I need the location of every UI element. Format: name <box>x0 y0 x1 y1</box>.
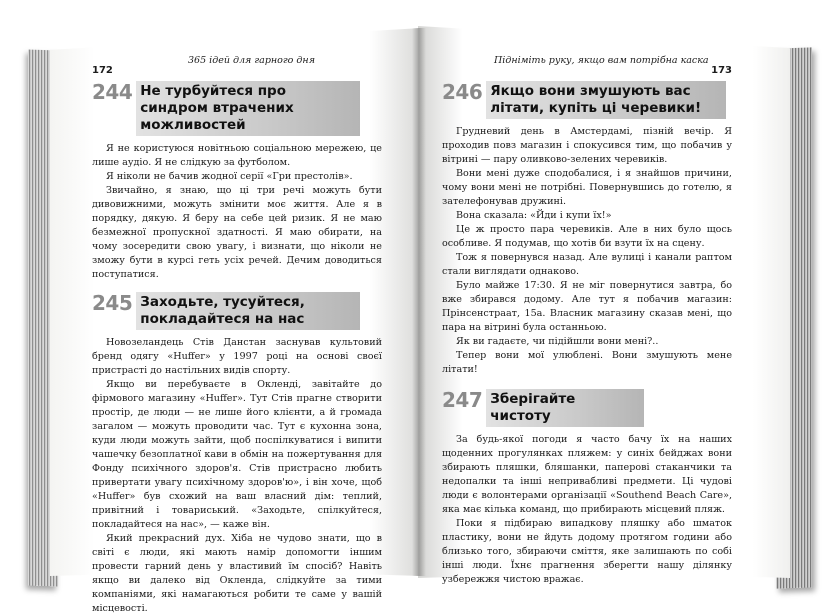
paragraph: Вони мені дуже сподобалися, і я знайшов причини, чому вони мені не потрібні. Повернувшись до готелю, я зателефонував дружині. <box>442 168 732 207</box>
section-title: Якщо вони змушують вас літати, купіть ці черевики! <box>486 81 726 119</box>
paragraph: Вона сказала: «Йди і купи їх!» <box>456 210 612 221</box>
section-number: 245 <box>92 291 133 315</box>
running-head: 365 ідей для гарного дня <box>188 55 315 66</box>
paragraph: Якщо ви перебуваєте в Окленді, завітайте до фірмового магазину «Huffer». Тут Стів прагне створити простір, де люди — не лише його клієнти, а й громада загалом — можуть проводити час. Тут є кухонна зона, куди люди можуть зайти, щоб поспілкуватися і випити чашечку безоплатної кави в обмін на пожертування для Фонду психічного здоров'я. Стів пристрасно любить привертати увагу психічному здоров'ю», і він хоче, щоб «Huffer» був схожий на ваш власний дім: теплий, привітний і товариський. «Заходьте, спілкуйтеся, покладайтеся на нас», — каже він. <box>92 379 382 530</box>
section-heading <box>92 81 382 136</box>
paragraph: Я не користуюся новітньою соціальною мережею, це лише аудіо. Я не слідкую за футболом. <box>92 143 382 168</box>
section-number: 247 <box>442 388 483 412</box>
paragraph: Було майже 17:30. Я не міг повернутися завтра, бо вже збирався додому. Але тут я побачив магазин: Прінсенстраат, 15а. Власник магазину сказав мені, що пара на вітрині була останньою. <box>442 280 732 333</box>
paragraph: Грудневий день в Амстердамі, пізній вечір. Я проходив повз магазин і спокусився тим, що побачив у вітрині — пару оливково-зелених черевиків. <box>442 126 732 165</box>
page-number: 172 <box>92 65 113 76</box>
left-page-content <box>92 55 382 616</box>
section-heading <box>442 389 732 427</box>
paragraph: Поки я підбираю випадкову пляшку або шматок пластику, вони не йдуть додому протягом години або близько того, збираючи сміття, яке залишають по собі інші люди. Їхнє прагнення зберегти нашу ділянку узбережжя чистою вражає. <box>442 518 732 585</box>
paragraph: Новозеландець Стів Данстан заснував культовий бренд одягу «Huffer» у 1997 році на основі своєї пристрасті до настільних видів спорту. <box>92 337 382 376</box>
paragraph: За будь-якої погоди я часто бачу їх на наших щоденних прогулянках пляжем: у синіх бейджах вони збирають пляшки, бляшанки, паперові стаканчики та недопалки та інші непривабливі предмети. Ці чудові люди є волонтерами організації «Southend Beach Care», яка має кілька команд, що прибирають місцевий пляж. <box>442 434 732 515</box>
paragraph: Я ніколи не бачив жодної серії «Гри престолів». <box>106 171 353 182</box>
section-title: Не турбуйтеся про синдром втрачених можливостей <box>136 81 360 136</box>
paragraph: Тепер вони мої улюблені. Вони змушують мене літати! <box>442 350 732 375</box>
right-page-content <box>442 55 732 587</box>
paragraph: Який прекрасний дух. Хіба не чудово знати, що в світі є люди, які мають намір допомогти іншим провести гарний день у властивий їм спосіб? Навіть якщо ви далеко від Окленда, слідкуйте за тими компаніями, які намагаються робити те саме у вашій місцевості. <box>92 533 382 614</box>
paragraph: Як ви гадаєте, чи підійшли вони мені?.. <box>456 336 659 347</box>
left-page-header <box>92 55 382 76</box>
right-page-header <box>442 55 732 76</box>
paragraph: Тож я повернувся назад. Але вулиці і канали раптом стали виглядати однаково. <box>442 252 732 277</box>
running-head: Підніміть руку, якщо вам потрібна каска <box>494 55 709 66</box>
section-title: Заходьте, тусуйтеся, покладайтеся на нас <box>136 292 360 330</box>
paragraph: Звичайно, я знаю, що ці три речі можуть бути дивовижними, можуть змінити моє життя. Але я в порядку, дякую. Я беру на себе цей ризик. Я не маю безмежної пропускної здатності. Я маю обирати, на чому зосередити свою увагу, і визнати, що ніколи не зможу бути в курсі геть усіх речей. Дечим доводиться поступатися. <box>92 185 382 280</box>
section-number: 244 <box>92 80 133 104</box>
book-gutter <box>412 28 426 576</box>
section-title: Зберігайте чистоту <box>486 389 644 427</box>
paragraph: Це ж просто пара черевиків. Але в них було щось особливе. Я подумав, що хотів би взути їх на сцену. <box>442 224 732 249</box>
section-heading <box>92 292 382 330</box>
page-number: 173 <box>711 65 732 76</box>
section-number: 246 <box>442 80 483 104</box>
section-heading <box>442 81 732 119</box>
